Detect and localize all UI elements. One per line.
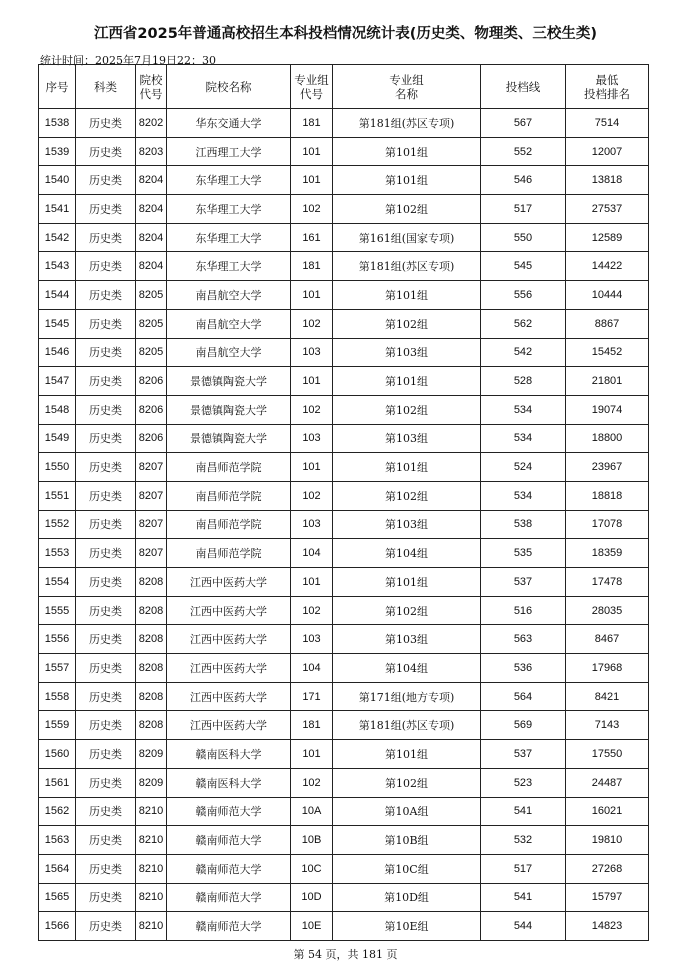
cell-school-code: 8204 — [136, 166, 167, 195]
cell-subject: 历史类 — [76, 281, 136, 310]
cell-line: 546 — [481, 166, 566, 195]
cell-subject: 历史类 — [76, 826, 136, 855]
cell-group-name: 第101组 — [333, 281, 481, 310]
cell-line: 556 — [481, 281, 566, 310]
cell-seq: 1559 — [39, 711, 76, 740]
table-row — [39, 481, 649, 510]
cell-rank: 7514 — [566, 109, 649, 138]
cell-subject: 历史类 — [76, 625, 136, 654]
header-seq: 序号 — [39, 65, 76, 109]
table-row — [39, 424, 649, 453]
table-row — [39, 281, 649, 310]
cell-group-code: 102 — [291, 596, 333, 625]
table-row — [39, 797, 649, 826]
cell-rank: 14823 — [566, 912, 649, 941]
cell-group-code: 10B — [291, 826, 333, 855]
cell-subject: 历史类 — [76, 510, 136, 539]
cell-school-code: 8210 — [136, 826, 167, 855]
cell-subject: 历史类 — [76, 711, 136, 740]
cell-group-name: 第103组 — [333, 510, 481, 539]
cell-seq: 1557 — [39, 654, 76, 683]
cell-seq: 1553 — [39, 539, 76, 568]
cell-school-code: 8207 — [136, 510, 167, 539]
cell-school-name: 赣南师范大学 — [167, 854, 291, 883]
cell-subject: 历史类 — [76, 367, 136, 396]
cell-group-code: 101 — [291, 740, 333, 769]
cell-school-code: 8205 — [136, 281, 167, 310]
cell-line: 524 — [481, 453, 566, 482]
table-header-row — [39, 65, 649, 109]
cell-school-name: 赣南师范大学 — [167, 883, 291, 912]
table-row — [39, 883, 649, 912]
cell-school-code: 8206 — [136, 367, 167, 396]
cell-group-name: 第103组 — [333, 424, 481, 453]
cell-group-code: 102 — [291, 768, 333, 797]
cell-seq: 1546 — [39, 338, 76, 367]
cell-seq: 1555 — [39, 596, 76, 625]
cell-subject: 历史类 — [76, 912, 136, 941]
table-row — [39, 625, 649, 654]
cell-group-name: 第102组 — [333, 768, 481, 797]
cell-seq: 1563 — [39, 826, 76, 855]
header-group-code: 专业组 代号 — [291, 65, 333, 109]
cell-school-name: 东华理工大学 — [167, 166, 291, 195]
table-row — [39, 338, 649, 367]
cell-school-name: 江西中医药大学 — [167, 711, 291, 740]
cell-line: 523 — [481, 768, 566, 797]
cell-group-name: 第101组 — [333, 367, 481, 396]
cell-line: 538 — [481, 510, 566, 539]
cell-seq: 1556 — [39, 625, 76, 654]
cell-line: 552 — [481, 137, 566, 166]
cell-subject: 历史类 — [76, 252, 136, 281]
cell-group-code: 102 — [291, 195, 333, 224]
cell-school-name: 江西中医药大学 — [167, 568, 291, 597]
cell-rank: 12589 — [566, 223, 649, 252]
header-group-name: 专业组 名称 — [333, 65, 481, 109]
cell-school-name: 赣南医科大学 — [167, 740, 291, 769]
cell-group-name: 第102组 — [333, 309, 481, 338]
cell-group-code: 10C — [291, 854, 333, 883]
cell-group-name: 第101组 — [333, 137, 481, 166]
cell-group-name: 第101组 — [333, 166, 481, 195]
cell-group-code: 101 — [291, 166, 333, 195]
cell-rank: 10444 — [566, 281, 649, 310]
table-row — [39, 711, 649, 740]
cell-line: 564 — [481, 682, 566, 711]
cell-seq: 1539 — [39, 137, 76, 166]
cell-school-name: 东华理工大学 — [167, 252, 291, 281]
cell-line: 541 — [481, 797, 566, 826]
header-school-name: 院校名称 — [167, 65, 291, 109]
cell-rank: 23967 — [566, 453, 649, 482]
cell-school-code: 8206 — [136, 424, 167, 453]
cell-subject: 历史类 — [76, 883, 136, 912]
cell-school-name: 南昌师范学院 — [167, 539, 291, 568]
cell-school-code: 8205 — [136, 338, 167, 367]
cell-line: 545 — [481, 252, 566, 281]
cell-seq: 1552 — [39, 510, 76, 539]
cell-line: 534 — [481, 481, 566, 510]
cell-line: 541 — [481, 883, 566, 912]
table-row — [39, 166, 649, 195]
table-row — [39, 395, 649, 424]
cell-school-name: 景德镇陶瓷大学 — [167, 424, 291, 453]
cell-school-code: 8208 — [136, 711, 167, 740]
table-row — [39, 682, 649, 711]
table-row — [39, 223, 649, 252]
cell-group-name: 第10E组 — [333, 912, 481, 941]
cell-seq: 1561 — [39, 768, 76, 797]
table-row — [39, 109, 649, 138]
table-row — [39, 539, 649, 568]
cell-subject: 历史类 — [76, 137, 136, 166]
cell-school-name: 景德镇陶瓷大学 — [167, 367, 291, 396]
cell-school-code: 8208 — [136, 654, 167, 683]
cell-group-name: 第102组 — [333, 481, 481, 510]
cell-group-name: 第181组(苏区专项) — [333, 109, 481, 138]
cell-line: 532 — [481, 826, 566, 855]
cell-rank: 28035 — [566, 596, 649, 625]
cell-rank: 27268 — [566, 854, 649, 883]
cell-rank: 8867 — [566, 309, 649, 338]
cell-rank: 17078 — [566, 510, 649, 539]
cell-group-code: 101 — [291, 137, 333, 166]
cell-line: 550 — [481, 223, 566, 252]
cell-rank: 18800 — [566, 424, 649, 453]
cell-group-name: 第181组(苏区专项) — [333, 252, 481, 281]
cell-group-code: 181 — [291, 109, 333, 138]
cell-group-code: 103 — [291, 510, 333, 539]
cell-line: 562 — [481, 309, 566, 338]
cell-school-code: 8210 — [136, 883, 167, 912]
cell-rank: 18818 — [566, 481, 649, 510]
cell-seq: 1551 — [39, 481, 76, 510]
cell-group-name: 第104组 — [333, 654, 481, 683]
cell-school-name: 江西理工大学 — [167, 137, 291, 166]
cell-subject: 历史类 — [76, 109, 136, 138]
cell-group-code: 10A — [291, 797, 333, 826]
table-row — [39, 854, 649, 883]
cell-group-code: 161 — [291, 223, 333, 252]
cell-group-name: 第10C组 — [333, 854, 481, 883]
cell-school-name: 南昌师范学院 — [167, 453, 291, 482]
cell-school-code: 8203 — [136, 137, 167, 166]
cell-rank: 17550 — [566, 740, 649, 769]
cell-school-code: 8207 — [136, 481, 167, 510]
cell-seq: 1538 — [39, 109, 76, 138]
cell-subject: 历史类 — [76, 338, 136, 367]
cell-seq: 1564 — [39, 854, 76, 883]
cell-seq: 1542 — [39, 223, 76, 252]
cell-school-code: 8207 — [136, 539, 167, 568]
cell-group-code: 104 — [291, 654, 333, 683]
header-school-code: 院校 代号 — [136, 65, 167, 109]
table-row — [39, 252, 649, 281]
header-subject: 科类 — [76, 65, 136, 109]
cell-group-name: 第101组 — [333, 453, 481, 482]
cell-line: 517 — [481, 854, 566, 883]
cell-line: 536 — [481, 654, 566, 683]
cell-school-code: 8204 — [136, 252, 167, 281]
cell-group-name: 第101组 — [333, 740, 481, 769]
cell-group-code: 103 — [291, 424, 333, 453]
page-footer: 第 54 页，共 181 页 — [293, 948, 398, 961]
cell-school-code: 8202 — [136, 109, 167, 138]
cell-group-code: 102 — [291, 481, 333, 510]
cell-rank: 14422 — [566, 252, 649, 281]
cell-rank: 18359 — [566, 539, 649, 568]
cell-school-name: 南昌航空大学 — [167, 309, 291, 338]
cell-group-name: 第181组(苏区专项) — [333, 711, 481, 740]
cell-group-code: 10D — [291, 883, 333, 912]
cell-school-name: 江西中医药大学 — [167, 654, 291, 683]
cell-rank: 15797 — [566, 883, 649, 912]
cell-line: 516 — [481, 596, 566, 625]
cell-subject: 历史类 — [76, 453, 136, 482]
table-row — [39, 195, 649, 224]
cell-school-code: 8204 — [136, 223, 167, 252]
cell-group-name: 第161组(国家专项) — [333, 223, 481, 252]
cell-group-name: 第104组 — [333, 539, 481, 568]
cell-seq: 1562 — [39, 797, 76, 826]
cell-subject: 历史类 — [76, 740, 136, 769]
cell-line: 563 — [481, 625, 566, 654]
cell-seq: 1565 — [39, 883, 76, 912]
cell-rank: 12007 — [566, 137, 649, 166]
cell-line: 537 — [481, 740, 566, 769]
cell-group-code: 171 — [291, 682, 333, 711]
cell-line: 517 — [481, 195, 566, 224]
cell-subject: 历史类 — [76, 768, 136, 797]
cell-group-name: 第102组 — [333, 395, 481, 424]
cell-school-code: 8210 — [136, 912, 167, 941]
cell-group-code: 103 — [291, 625, 333, 654]
cell-rank: 13818 — [566, 166, 649, 195]
cell-line: 542 — [481, 338, 566, 367]
cell-school-name: 南昌航空大学 — [167, 338, 291, 367]
cell-group-code: 103 — [291, 338, 333, 367]
cell-subject: 历史类 — [76, 568, 136, 597]
table-row — [39, 453, 649, 482]
cell-subject: 历史类 — [76, 395, 136, 424]
cell-rank: 19810 — [566, 826, 649, 855]
cell-seq: 1560 — [39, 740, 76, 769]
cell-subject: 历史类 — [76, 309, 136, 338]
cell-subject: 历史类 — [76, 195, 136, 224]
cell-rank: 27537 — [566, 195, 649, 224]
cell-school-name: 赣南师范大学 — [167, 797, 291, 826]
stat-time: 统计时间：2025年7月19日22：30 — [40, 54, 216, 67]
cell-group-name: 第102组 — [333, 596, 481, 625]
cell-line: 537 — [481, 568, 566, 597]
cell-school-code: 8210 — [136, 797, 167, 826]
cell-seq: 1554 — [39, 568, 76, 597]
cell-group-code: 181 — [291, 711, 333, 740]
cell-school-name: 南昌师范学院 — [167, 510, 291, 539]
cell-school-name: 景德镇陶瓷大学 — [167, 395, 291, 424]
table-body — [39, 109, 649, 941]
table-row — [39, 826, 649, 855]
cell-line: 569 — [481, 711, 566, 740]
cell-rank: 21801 — [566, 367, 649, 396]
cell-group-name: 第103组 — [333, 625, 481, 654]
cell-group-name: 第10B组 — [333, 826, 481, 855]
cell-seq: 1543 — [39, 252, 76, 281]
cell-subject: 历史类 — [76, 166, 136, 195]
table-row — [39, 912, 649, 941]
cell-school-code: 8209 — [136, 768, 167, 797]
cell-line: 528 — [481, 367, 566, 396]
table-row — [39, 367, 649, 396]
cell-rank: 8467 — [566, 625, 649, 654]
cell-school-name: 赣南师范大学 — [167, 826, 291, 855]
cell-line: 534 — [481, 424, 566, 453]
cell-group-code: 102 — [291, 309, 333, 338]
admission-table — [38, 64, 649, 941]
cell-group-name: 第102组 — [333, 195, 481, 224]
cell-seq: 1547 — [39, 367, 76, 396]
table-row — [39, 768, 649, 797]
table-row — [39, 309, 649, 338]
cell-school-name: 南昌师范学院 — [167, 481, 291, 510]
cell-school-code: 8208 — [136, 568, 167, 597]
cell-line: 535 — [481, 539, 566, 568]
cell-school-code: 8208 — [136, 596, 167, 625]
cell-subject: 历史类 — [76, 424, 136, 453]
cell-seq: 1548 — [39, 395, 76, 424]
table-row — [39, 137, 649, 166]
cell-subject: 历史类 — [76, 654, 136, 683]
cell-subject: 历史类 — [76, 797, 136, 826]
cell-rank: 17478 — [566, 568, 649, 597]
cell-group-code: 102 — [291, 395, 333, 424]
cell-seq: 1541 — [39, 195, 76, 224]
cell-group-name: 第103组 — [333, 338, 481, 367]
cell-school-name: 赣南师范大学 — [167, 912, 291, 941]
header-rank: 最低 投档排名 — [566, 65, 649, 109]
cell-group-name: 第101组 — [333, 568, 481, 597]
cell-subject: 历史类 — [76, 539, 136, 568]
cell-school-code: 8206 — [136, 395, 167, 424]
cell-school-name: 南昌航空大学 — [167, 281, 291, 310]
cell-seq: 1540 — [39, 166, 76, 195]
cell-seq: 1550 — [39, 453, 76, 482]
cell-subject: 历史类 — [76, 223, 136, 252]
cell-group-code: 101 — [291, 367, 333, 396]
cell-school-name: 江西中医药大学 — [167, 596, 291, 625]
cell-rank: 15452 — [566, 338, 649, 367]
cell-group-code: 101 — [291, 453, 333, 482]
cell-group-code: 104 — [291, 539, 333, 568]
cell-school-code: 8208 — [136, 625, 167, 654]
cell-rank: 24487 — [566, 768, 649, 797]
cell-school-code: 8205 — [136, 309, 167, 338]
cell-seq: 1549 — [39, 424, 76, 453]
cell-school-name: 江西中医药大学 — [167, 682, 291, 711]
cell-school-code: 8204 — [136, 195, 167, 224]
cell-school-name: 赣南医科大学 — [167, 768, 291, 797]
cell-subject: 历史类 — [76, 682, 136, 711]
cell-group-name: 第10A组 — [333, 797, 481, 826]
cell-subject: 历史类 — [76, 596, 136, 625]
cell-school-code: 8208 — [136, 682, 167, 711]
cell-seq: 1545 — [39, 309, 76, 338]
cell-rank: 17968 — [566, 654, 649, 683]
table-row — [39, 510, 649, 539]
cell-school-name: 东华理工大学 — [167, 223, 291, 252]
table-row — [39, 596, 649, 625]
cell-rank: 16021 — [566, 797, 649, 826]
cell-subject: 历史类 — [76, 854, 136, 883]
cell-line: 534 — [481, 395, 566, 424]
cell-group-code: 101 — [291, 281, 333, 310]
cell-group-name: 第171组(地方专项) — [333, 682, 481, 711]
table-row — [39, 654, 649, 683]
cell-rank: 8421 — [566, 682, 649, 711]
cell-group-code: 10E — [291, 912, 333, 941]
table-row — [39, 568, 649, 597]
cell-school-code: 8207 — [136, 453, 167, 482]
cell-school-name: 江西中医药大学 — [167, 625, 291, 654]
cell-seq: 1544 — [39, 281, 76, 310]
cell-seq: 1558 — [39, 682, 76, 711]
cell-school-code: 8210 — [136, 854, 167, 883]
cell-rank: 7143 — [566, 711, 649, 740]
table-row — [39, 740, 649, 769]
cell-seq: 1566 — [39, 912, 76, 941]
cell-school-name: 华东交通大学 — [167, 109, 291, 138]
cell-line: 567 — [481, 109, 566, 138]
cell-group-code: 101 — [291, 568, 333, 597]
cell-line: 544 — [481, 912, 566, 941]
cell-group-name: 第10D组 — [333, 883, 481, 912]
cell-school-code: 8209 — [136, 740, 167, 769]
cell-group-code: 181 — [291, 252, 333, 281]
cell-rank: 19074 — [566, 395, 649, 424]
cell-subject: 历史类 — [76, 481, 136, 510]
header-line: 投档线 — [481, 65, 566, 109]
cell-school-name: 东华理工大学 — [167, 195, 291, 224]
document-title: 江西省2025年普通高校招生本科投档情况统计表(历史类、物理类、三校生类) — [93, 26, 598, 42]
